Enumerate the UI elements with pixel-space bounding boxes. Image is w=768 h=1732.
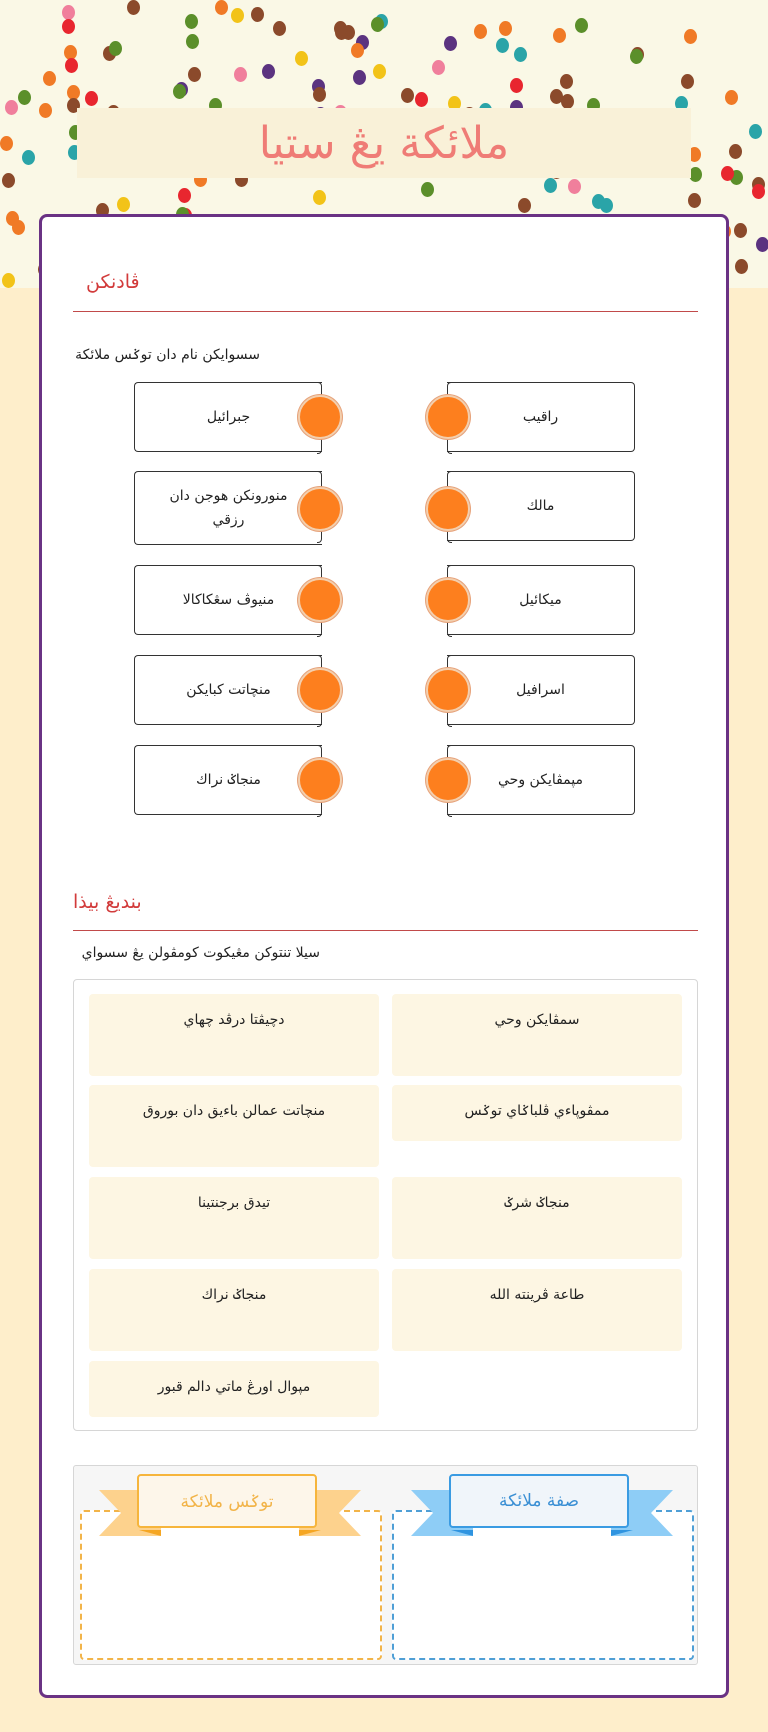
polka-dot xyxy=(62,19,75,34)
match-connector-right-5[interactable] xyxy=(426,758,470,802)
section-title-match: ڤادنكن xyxy=(86,271,140,293)
polka-dot xyxy=(313,190,326,205)
match-right-item-1[interactable] xyxy=(447,382,635,452)
match-left-label: منجاݢ نراك xyxy=(196,772,261,788)
polka-dot xyxy=(234,67,247,82)
polka-dot xyxy=(421,182,434,197)
match-connector-right-4[interactable] xyxy=(426,668,470,712)
polka-dot xyxy=(12,220,25,235)
polka-dot xyxy=(251,7,264,22)
section-title-sort: بنديڠ بيذا xyxy=(73,891,142,913)
polka-dot xyxy=(313,87,326,102)
match-right-item-2[interactable] xyxy=(447,471,635,541)
sort-item-label: ممڤوڽاءي ڤلباݢاي توݢس xyxy=(464,1103,610,1119)
sort-item-label: تيدق برجنتينا xyxy=(197,1195,271,1211)
polka-dot xyxy=(215,0,228,15)
sort-item-label: سمڤايكن وحي xyxy=(494,1012,580,1028)
match-right-item-5[interactable] xyxy=(447,745,635,815)
polka-dot xyxy=(734,223,747,238)
polka-dot xyxy=(85,91,98,106)
polka-dot xyxy=(2,273,15,288)
match-connector-left-5[interactable] xyxy=(298,758,342,802)
polka-dot xyxy=(474,24,487,39)
section-divider xyxy=(73,930,698,931)
polka-dot xyxy=(575,18,588,33)
match-left-item-1[interactable] xyxy=(134,382,322,452)
section-instruction-sort: سيلا تنتوكن مڠيكوت كومڤولن يڠ سسواي xyxy=(81,945,320,961)
sort-item[interactable] xyxy=(89,1361,379,1417)
polka-dot xyxy=(496,38,509,53)
polka-dot xyxy=(262,64,275,79)
polka-dot xyxy=(371,17,384,32)
sort-items-panel xyxy=(73,979,698,1431)
polka-dot xyxy=(62,5,75,20)
polka-dot xyxy=(553,28,566,43)
polka-dot xyxy=(550,89,563,104)
match-left-item-4[interactable] xyxy=(134,655,322,725)
match-left-label: جبرائيل xyxy=(206,409,251,425)
polka-dot xyxy=(185,14,198,29)
polka-dot xyxy=(18,90,31,105)
polka-dot xyxy=(5,100,18,115)
match-left-label: منورونكن هوجن دان رزقي xyxy=(169,488,288,528)
polka-dot xyxy=(499,21,512,36)
polka-dot xyxy=(630,49,643,64)
polka-dot xyxy=(756,237,768,252)
sort-item[interactable] xyxy=(392,1177,682,1259)
sort-item[interactable] xyxy=(392,994,682,1076)
title-banner xyxy=(77,108,691,178)
polka-dot xyxy=(0,136,13,151)
polka-dot xyxy=(725,90,738,105)
section-instruction-match: سسوايكن نام دان توݢس ملائكة xyxy=(75,347,260,363)
match-right-label: راقيب xyxy=(522,409,559,425)
sort-item-label: منجاݢ نراك xyxy=(201,1287,267,1303)
match-connector-right-2[interactable] xyxy=(426,487,470,531)
match-left-item-2[interactable] xyxy=(134,471,322,545)
match-connector-left-3[interactable] xyxy=(298,578,342,622)
polka-dot xyxy=(681,74,694,89)
polka-dot xyxy=(688,193,701,208)
polka-dot xyxy=(43,71,56,86)
section-divider xyxy=(73,311,698,312)
match-connector-right-1[interactable] xyxy=(426,395,470,439)
polka-dot xyxy=(401,88,414,103)
polka-dot xyxy=(351,43,364,58)
match-left-label: منيوڤ سڠكاكالا xyxy=(182,592,275,608)
sort-item[interactable] xyxy=(89,1177,379,1259)
polka-dot xyxy=(432,60,445,75)
sort-item-label: دچيڤتا درڤد چهاي xyxy=(183,1012,285,1028)
match-right-label: ميكائيل xyxy=(519,592,562,608)
match-right-item-4[interactable] xyxy=(447,655,635,725)
match-right-item-3[interactable] xyxy=(447,565,635,635)
polka-dot xyxy=(173,84,186,99)
sort-item-label: طاعة ڤرينته الله xyxy=(489,1287,585,1303)
match-connector-right-3[interactable] xyxy=(426,578,470,622)
polka-dot xyxy=(295,51,308,66)
polka-dot xyxy=(373,64,386,79)
sort-item-label: منچاتت عمالن باءيق دان بوروق xyxy=(142,1103,326,1119)
sort-item-label: مڽوال اورڠ ماتي دالم قبور xyxy=(157,1379,311,1395)
group-label: توݢس ملائكة xyxy=(137,1474,317,1528)
polka-dot xyxy=(117,197,130,212)
polka-dot xyxy=(560,74,573,89)
polka-dot xyxy=(127,0,140,15)
polka-dot xyxy=(518,198,531,213)
polka-dot xyxy=(353,70,366,85)
match-left-item-3[interactable] xyxy=(134,565,322,635)
polka-dot xyxy=(109,41,122,56)
sort-item[interactable] xyxy=(89,994,379,1076)
sort-item[interactable] xyxy=(392,1085,682,1141)
polka-dot xyxy=(186,34,199,49)
match-connector-left-1[interactable] xyxy=(298,395,342,439)
polka-dot xyxy=(735,259,748,274)
polka-dot xyxy=(22,150,35,165)
polka-dot xyxy=(273,21,286,36)
sort-item-label: منجاݢ شرݢ xyxy=(504,1195,570,1211)
sort-item[interactable] xyxy=(392,1269,682,1351)
match-left-item-5[interactable] xyxy=(134,745,322,815)
polka-dot xyxy=(65,58,78,73)
match-left-label: منچاتت كبايكن xyxy=(186,682,271,698)
polka-dot xyxy=(592,194,605,209)
polka-dot xyxy=(729,144,742,159)
match-connector-left-4[interactable] xyxy=(298,668,342,712)
polka-dot xyxy=(188,67,201,82)
polka-dot xyxy=(334,21,347,36)
polka-dot xyxy=(444,36,457,51)
match-connector-left-2[interactable] xyxy=(298,487,342,531)
page-title: ملائكة يڠ ستيا xyxy=(258,117,510,169)
polka-dot xyxy=(2,173,15,188)
polka-dot xyxy=(749,124,762,139)
polka-dot xyxy=(544,178,557,193)
polka-dot xyxy=(752,184,765,199)
match-right-label: مڽمڤايكن وحي xyxy=(498,772,583,788)
group-label: صفة ملائكة xyxy=(449,1474,629,1528)
worksheet-card xyxy=(39,214,729,1698)
sort-item[interactable] xyxy=(89,1269,379,1351)
polka-dot xyxy=(684,29,697,44)
match-right-label: اسرافيل xyxy=(516,682,565,698)
sort-item[interactable] xyxy=(89,1085,379,1167)
polka-dot xyxy=(568,179,581,194)
group-ribbon-sifat xyxy=(411,1474,673,1538)
polka-dot xyxy=(721,166,734,181)
polka-dot xyxy=(39,103,52,118)
polka-dot xyxy=(510,78,523,93)
drop-groups-panel xyxy=(73,1465,698,1665)
polka-dot xyxy=(231,8,244,23)
polka-dot xyxy=(178,188,191,203)
group-ribbon-tugas xyxy=(99,1474,361,1538)
polka-dot xyxy=(415,92,428,107)
polka-dot xyxy=(514,47,527,62)
match-right-label: مالك xyxy=(526,498,555,514)
